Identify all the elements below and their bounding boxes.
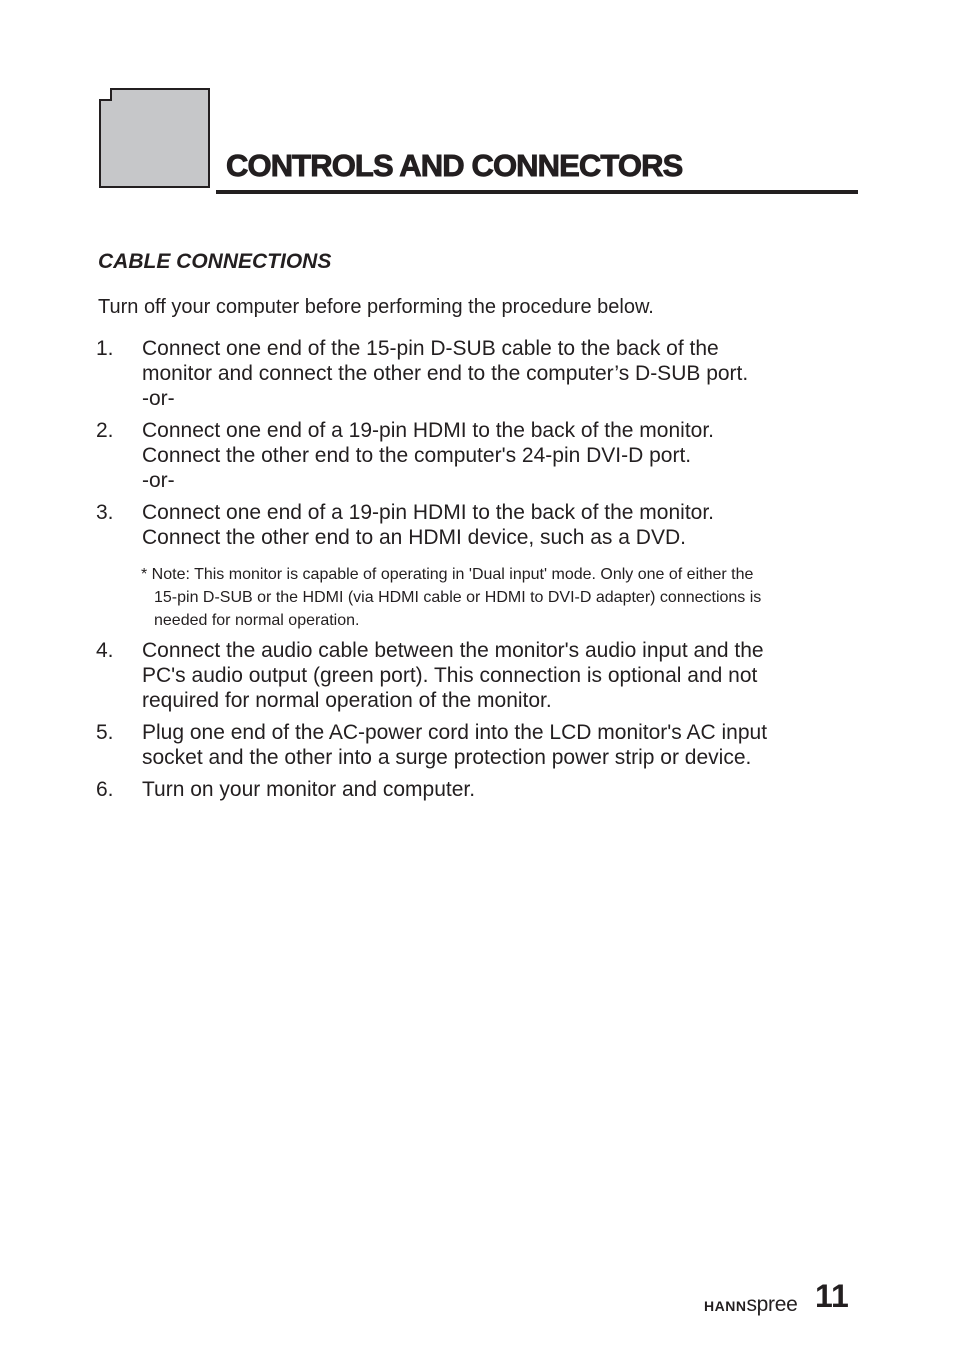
- step-text-line: Plug one end of the AC-power cord into the LCD monitor's AC input: [142, 721, 768, 744]
- step-text-line: Connect one end of a 19-pin HDMI to the back of the monitor.: [142, 501, 715, 524]
- step-text-line: socket and the other into a surge protection power strip or device.: [142, 746, 752, 769]
- brand-logo-light: spree: [746, 1293, 798, 1316]
- intro-text: Turn off your computer before performing the procedure below.: [98, 296, 654, 318]
- brand-logo-bold: HANN: [704, 1298, 747, 1314]
- step-number: 5.: [96, 721, 114, 744]
- step-text-line: Connect one end of the 15-pin D-SUB cable to the back of the: [142, 337, 719, 360]
- step-text-line: Turn on your monitor and computer.: [142, 778, 476, 801]
- step-text-line: Connect the other end to an HDMI device, such as a DVD.: [142, 526, 686, 549]
- step-number: 2.: [96, 419, 114, 442]
- note-line: 15-pin D-SUB or the HDMI (via HDMI cable or HDMI to DVI-D adapter) connections is: [154, 589, 762, 606]
- note-line: * Note: This monitor is capable of operating in 'Dual input' mode. Only one of either the: [141, 566, 754, 583]
- step-text-line: Connect the audio cable between the monitor's audio input and the: [142, 639, 764, 662]
- step-number: 6.: [96, 778, 114, 801]
- note-block: [141, 563, 761, 632]
- step-text-line: PC's audio output (green port). This connection is optional and not: [142, 664, 758, 687]
- step-number: 4.: [96, 639, 114, 662]
- page-number: 11: [815, 1278, 849, 1314]
- title-underline: [216, 190, 858, 194]
- step-text-line: required for normal operation of the monitor.: [142, 689, 552, 712]
- section-heading: CABLE CONNECTIONS: [98, 250, 332, 273]
- step-number: 3.: [96, 501, 114, 524]
- note-line: needed for normal operation.: [154, 612, 360, 629]
- brand-logo: [704, 1290, 797, 1322]
- step-number: 1.: [96, 337, 114, 360]
- step-text-line: monitor and connect the other end to the computer’s D-SUB port.: [142, 362, 749, 385]
- step-text-line: Connect the other end to the computer's 24-pin DVI-D port.: [142, 444, 692, 467]
- step-text-line: -or-: [142, 387, 175, 410]
- chapter-tab-graphic: [99, 88, 210, 188]
- step-text-line: -or-: [142, 469, 175, 492]
- page-title: CONTROLS AND CONNECTORS: [226, 148, 683, 183]
- step-text-line: Connect one end of a 19-pin HDMI to the back of the monitor.: [142, 419, 715, 442]
